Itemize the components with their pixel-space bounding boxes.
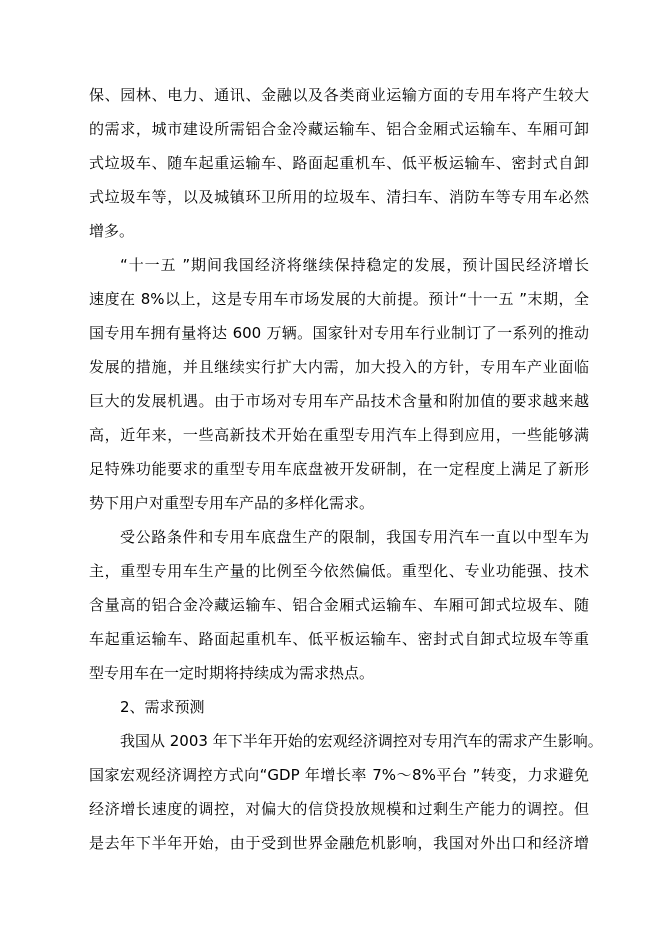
paragraph-1-line-5: 增多。 <box>89 222 135 240</box>
paragraph-2-line-4: 发展的措施，并且继续实行扩大内需，加大投入的方针，专用车产业面临 <box>89 358 589 376</box>
paragraph-1-line-3: 式垃圾车、随车起重运输车、路面起重机车、低平板运输车、密封式自卸 <box>89 154 589 172</box>
paragraph-3-line-5: 型专用车在一定时期将持续成为需求热点。 <box>89 664 375 682</box>
paragraph-3-line-2: 主，重型专用车生产量的比例至今依然偏低。重型化、专业功能强、技术 <box>89 562 589 580</box>
paragraph-1-line-1: 保、园林、电力、通讯、金融以及各类商业运输方面的专用车将产生较大 <box>89 86 589 104</box>
paragraph-2-line-2: 速度在 8%以上，这是专用车市场发展的大前提。预计“十一五 ”末期，全 <box>89 290 589 308</box>
paragraph-3-line-3: 含量高的铝合金冷藏运输车、铝合金厢式运输车、车厢可卸式垃圾车、随 <box>89 596 589 614</box>
paragraph-1-line-2: 的需求，城市建设所需铝合金冷藏运输车、铝合金厢式运输车、车厢可卸 <box>89 120 589 138</box>
paragraph-2-line-1: “十一五 ”期间我国经济将继续保持稳定的发展，预计国民经济增长 <box>120 256 589 274</box>
paragraph-2-line-7: 足特殊功能要求的重型专用车底盘被开发研制，在一定程度上满足了新形 <box>89 460 589 478</box>
paragraph-4-line-1: 我国从 2003 年下半年开始的宏观经济调控对专用汽车的需求产生影响。 <box>120 732 603 750</box>
paragraph-4-line-2: 国家宏观经济调控方式向“GDP 年增长率 7%～8%平台 ”转变，力求避免 <box>89 766 589 784</box>
paragraph-4-line-4: 是去年下半年开始，由于受到世界金融危机影响，我国对外出口和经济增 <box>89 834 589 852</box>
paragraph-1-line-4: 式垃圾车等，以及城镇环卫所用的垃圾车、清扫车、消防车等专用车必然 <box>89 188 589 206</box>
paragraph-3-line-4: 车起重运输车、路面起重机车、低平板运输车、密封式自卸式垃圾车等重 <box>89 630 589 648</box>
paragraph-2-line-3: 国专用车拥有量将达 600 万辆。国家针对专用车行业制订了一系列的推动 <box>89 324 589 342</box>
paragraph-4-line-3: 经济增长速度的调控，对偏大的信贷投放规模和过剩生产能力的调控。但 <box>89 800 589 818</box>
paragraph-2-line-6: 高，近年来，一些高新技术开始在重型专用汽车上得到应用，一些能够满 <box>89 426 589 444</box>
paragraph-2-line-5: 巨大的发展机遇。由于市场对专用车产品技术含量和附加值的要求越来越 <box>89 392 589 410</box>
paragraph-2-line-8: 势下用户对重型专用车产品的多样化需求。 <box>89 494 375 512</box>
section-heading: 2、需求预测 <box>120 698 205 716</box>
paragraph-3-line-1: 受公路条件和专用车底盘生产的限制，我国专用汽车一直以中型车为 <box>120 528 589 546</box>
